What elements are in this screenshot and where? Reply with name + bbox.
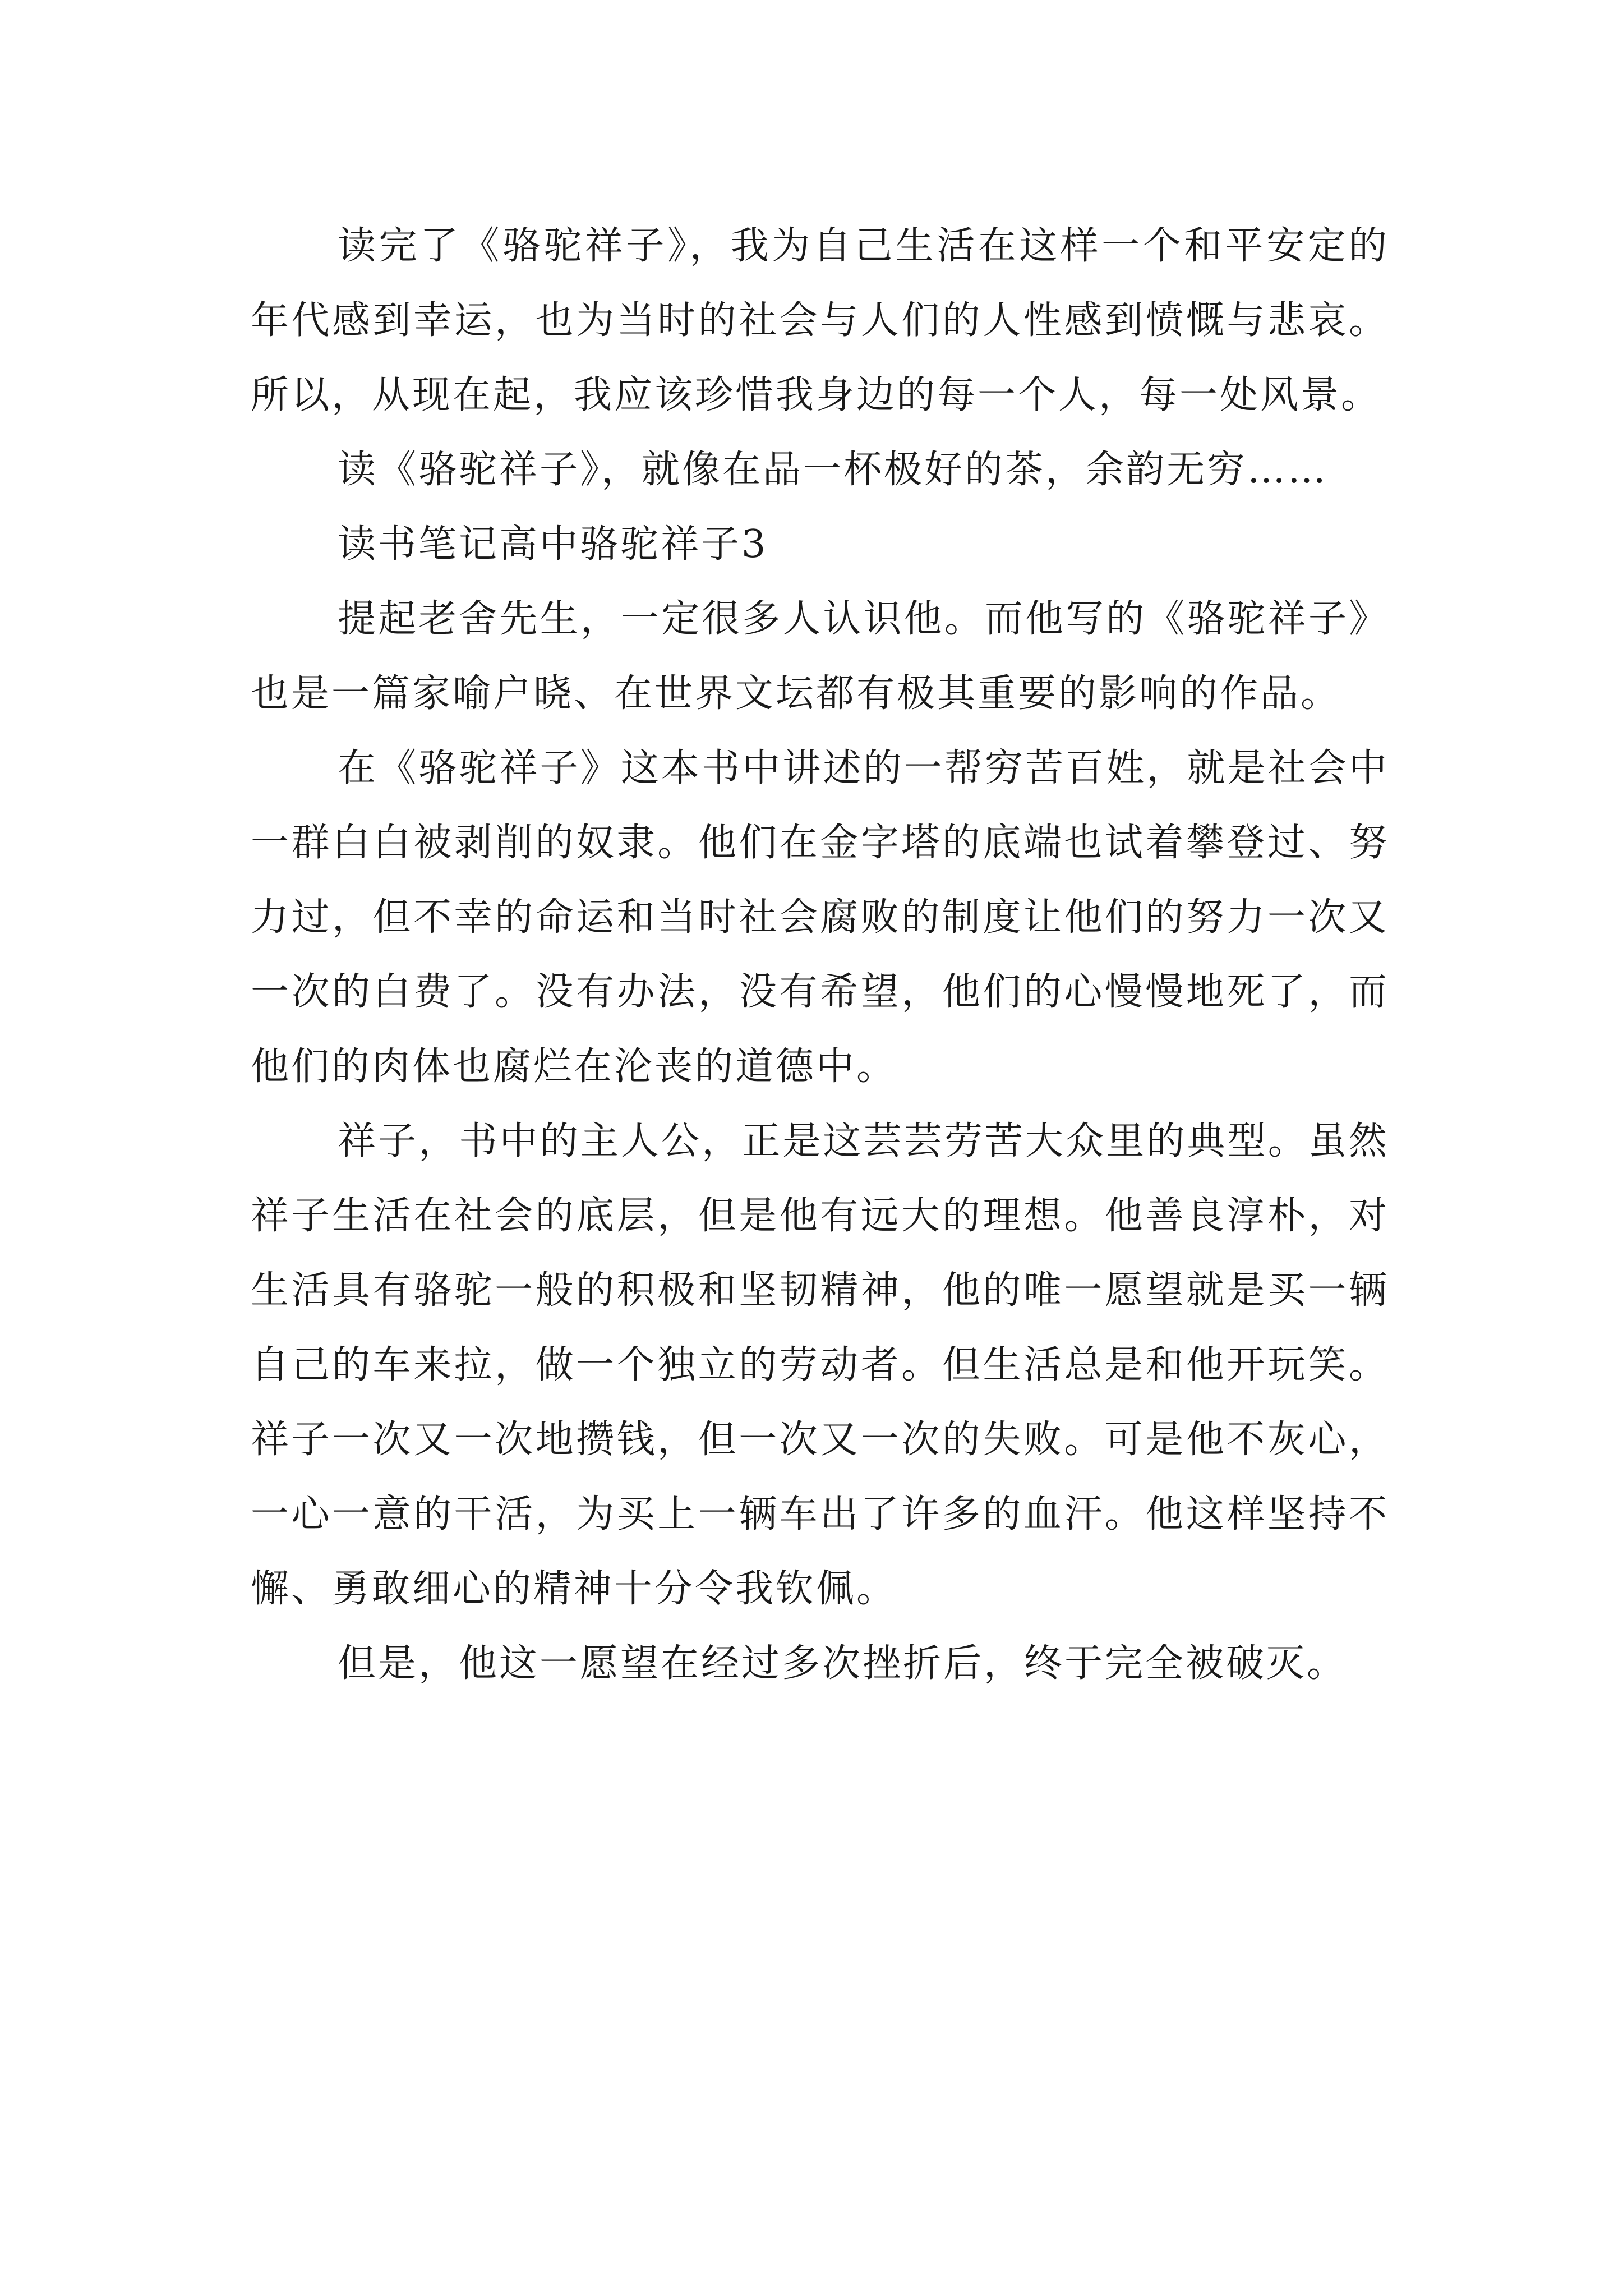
document-body xyxy=(251,209,1389,1701)
paragraph-xiangzi: 祥子，书中的主人公，正是这芸芸劳苦大众里的典型。虽然祥子生活在社会的底层，但是他有远大的理想。他善良淳朴，对生活具有骆驼一般的积极和坚韧精神，他的唯一愿望就是买一辆自己的车来拉，做一个独立的劳动者。但生活总是和他开玩笑。祥子一次又一次地攒钱，但一次又一次的失败。可是他不灰心，一心一意的干活，为买上一辆车出了许多的血汗。他这样坚持不懈、勇敢细心的精神十分令我钦佩。 xyxy=(251,1119,1389,1611)
paragraph-dream-shattered: 但是，他这一愿望在经过多次挫折后，终于完全被破灭。 xyxy=(338,1641,1348,1686)
paragraph-tea-metaphor: 读《骆驼祥子》，就像在品一杯极好的茶，余韵无穷…… xyxy=(338,448,1329,492)
paragraph-intro-laoshe: 提起老舍先生，一定很多人认识他。而他写的《骆驼祥子》也是一篇家喻户晓、在世界文坛都有极其重要的影响的作品。 xyxy=(251,597,1389,716)
section-title: 读书笔记高中骆驼祥子3 xyxy=(338,522,768,567)
paragraph-reflection: 读完了《骆驼祥子》，我为自己生活在这样一个和平安定的年代感到幸运，也为当时的社会与人们的人性感到愤慨与悲哀。所以，从现在起，我应该珍惜我身边的每一个人，每一处风景。 xyxy=(251,224,1389,417)
paragraph-poor-people: 在《骆驼祥子》这本书中讲述的一帮穷苦百姓，就是社会中一群白白被剥削的奴隶。他们在金字塔的底端也试着攀登过、努力过，但不幸的命运和当时社会腐败的制度让他们的努力一次又一次的白费了。没有办法，没有希望，他们的心慢慢地死了，而他们的肉体也腐烂在沦丧的道德中。 xyxy=(251,746,1389,1089)
